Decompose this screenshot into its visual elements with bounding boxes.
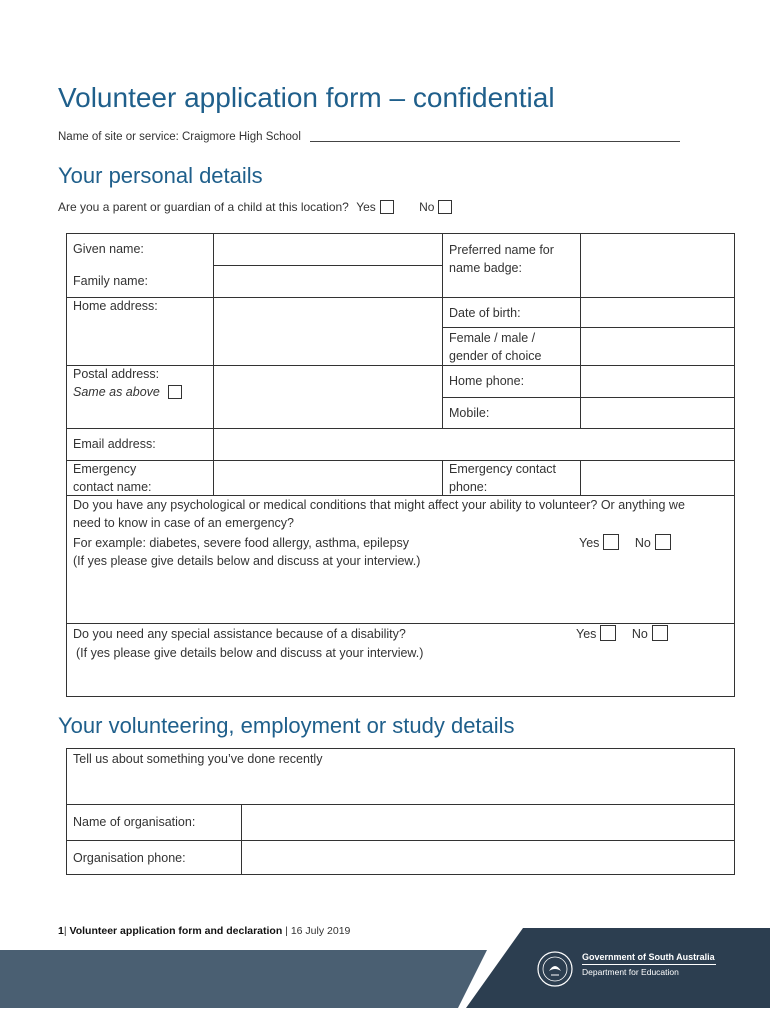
disability-question: Do you need any special assistance because of a disability?: [73, 627, 406, 641]
parent-yes-label: Yes: [356, 200, 376, 214]
org-name-label: Name of organisation:: [73, 815, 196, 829]
org-phone-field[interactable]: [242, 841, 733, 874]
org-phone-label: Organisation phone:: [73, 851, 186, 865]
email-field[interactable]: [214, 429, 733, 459]
preferred-name-field[interactable]: [581, 235, 733, 296]
site-underline: [310, 141, 680, 142]
mobile-label: Mobile:: [449, 406, 490, 420]
medical-no-checkbox[interactable]: [655, 534, 671, 550]
parent-no-checkbox[interactable]: [438, 200, 452, 214]
recent-activity-label: Tell us about something you’ve done recently: [73, 752, 323, 766]
home-phone-label: Home phone:: [449, 374, 525, 388]
disability-yes-checkbox[interactable]: [600, 625, 616, 641]
same-as-above-row: [73, 383, 182, 401]
preferred-name-label: Preferred name for name badge:: [449, 243, 554, 275]
email-label: Email address:: [73, 437, 156, 451]
medical-instruction: (If yes please give details below and discuss at your interview.): [73, 554, 421, 568]
parent-yes-checkbox[interactable]: [380, 200, 394, 214]
site-value[interactable]: Craigmore High School: [182, 131, 301, 143]
gender-label: Female / male / gender of choice: [449, 331, 542, 363]
medical-details-area[interactable]: [68, 570, 733, 622]
home-address-label: Home address:: [73, 299, 158, 313]
given-name-label: Given name:: [73, 242, 144, 256]
site-label: Name of site or service:: [58, 131, 179, 143]
parent-question: Are you a parent or guardian of a child at this location?: [58, 200, 349, 214]
org-name-field[interactable]: [242, 805, 733, 839]
volunteering-table: [66, 748, 735, 875]
page-title: Volunteer application form – confidential: [58, 82, 555, 113]
disability-no-checkbox[interactable]: [652, 625, 668, 641]
volunteering-heading: Your volunteering, employment or study details: [58, 713, 515, 738]
postal-address-field[interactable]: [214, 366, 441, 427]
date-of-birth-label: Date of birth:: [449, 306, 521, 320]
parent-question-row: [58, 200, 452, 214]
footer-band: [0, 950, 505, 1008]
gender-field[interactable]: [581, 328, 733, 364]
government-crest-icon: [535, 949, 575, 989]
family-name-label: Family name:: [73, 274, 149, 288]
family-name-field[interactable]: [214, 266, 441, 296]
emergency-name-label: Emergency contact name:: [73, 462, 152, 494]
medical-question: Do you have any psychological or medical conditions that might affect your ability to volunteer? Or anything we need to know in case of an emergency?: [73, 498, 685, 530]
disability-no-label: No: [631, 627, 648, 641]
footer-doc-line: 1| Volunteer application form and declaration | 16 July 2019: [58, 925, 351, 937]
medical-yes-checkbox[interactable]: [603, 534, 619, 550]
disability-yes-no: [576, 625, 668, 643]
personal-details-table: [66, 233, 735, 697]
personal-heading: Your personal details: [58, 163, 263, 188]
dept-name: Department for Education: [582, 967, 679, 977]
emergency-name-field[interactable]: [214, 461, 441, 494]
footer-doc-title: Volunteer application form and declaration: [69, 925, 283, 937]
home-phone-field[interactable]: [581, 366, 733, 396]
mobile-field[interactable]: [581, 398, 733, 427]
emergency-phone-field[interactable]: [581, 461, 733, 494]
site-line: [58, 131, 680, 143]
recent-activity-field[interactable]: [68, 769, 733, 803]
disability-details-area[interactable]: [68, 662, 733, 696]
same-as-above-label: Same as above: [73, 385, 160, 399]
medical-no-label: No: [634, 536, 651, 550]
medical-yes-no: [579, 534, 671, 552]
disability-instruction: (If yes please give details below and discuss at your interview.): [76, 646, 424, 660]
same-as-above-checkbox[interactable]: [168, 385, 182, 399]
medical-examples: For example: diabetes, severe food allergy, asthma, epilepsy: [73, 536, 410, 550]
given-name-field[interactable]: [214, 235, 441, 264]
footer-date: 16 July 2019: [290, 925, 351, 937]
gov-divider: [582, 964, 716, 965]
disability-yes-label: Yes: [576, 627, 597, 641]
postal-address-label: Postal address:: [73, 367, 160, 381]
medical-yes-label: Yes: [579, 536, 600, 550]
gov-name: Government of South Australia: [582, 952, 715, 962]
emergency-phone-label: Emergency contact phone:: [449, 462, 556, 494]
page-number: 1: [58, 925, 64, 937]
date-of-birth-field[interactable]: [581, 298, 733, 326]
parent-no-label: No: [419, 200, 435, 214]
home-address-field[interactable]: [214, 298, 441, 364]
